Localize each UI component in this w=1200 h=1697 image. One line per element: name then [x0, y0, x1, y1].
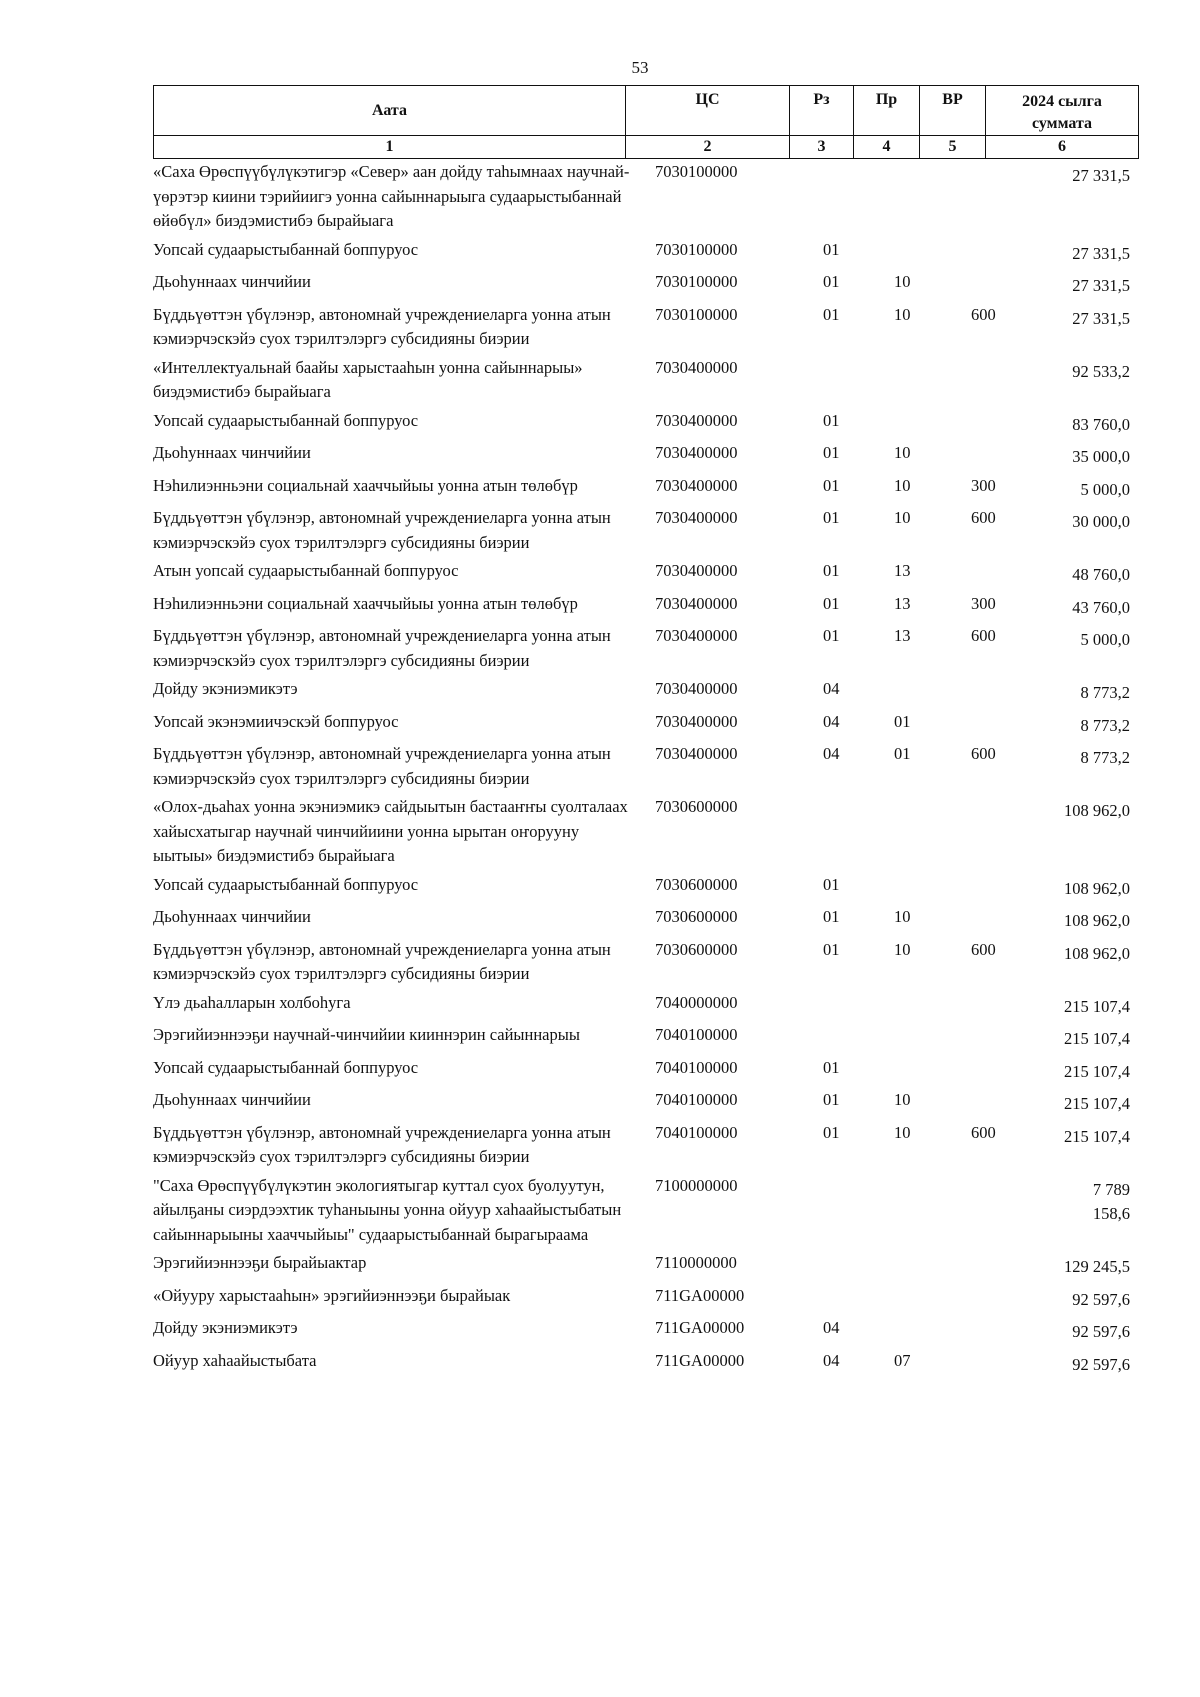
row-rz: 04	[823, 679, 840, 698]
row-vr	[959, 238, 1061, 267]
row-vr: 600	[971, 508, 996, 527]
row-name: Дьоһуннаах чинчийии	[153, 1090, 311, 1109]
table-row	[153, 160, 1138, 238]
row-vr	[959, 160, 1061, 234]
table-row	[153, 1056, 1138, 1089]
table-row	[153, 1349, 1138, 1382]
row-name: Бүддьүөттэн үбүлэнэр, автономнай учреждениеларга уонна атын кэмиэрчэскэйэ суох тэрилтэлэргэ субсидияны биэрии	[153, 626, 611, 670]
row-name: «Саха Өрөспүүбүлүкэтигэр «Север» аан дойду таһымнаах научнай-үөрэтэр киини тэрийиигэ уонна сайыннарыыга судаарыстыбаннай өйөбүл» биэдэмистибэ бырайыага	[153, 162, 630, 230]
row-code: 7030400000	[655, 711, 738, 731]
row-name: Үлэ дьаһалларын холбоһуга	[153, 992, 351, 1012]
row-pr	[888, 160, 959, 234]
table-row	[153, 441, 1138, 474]
row-code: 7100000000	[655, 1175, 738, 1195]
row-name: Уопсай экэнэмиичэскэй боппуруос	[153, 711, 399, 731]
row-name: Бүддьүөттэн үбүлэнэр, автономнай учреждениеларга уонна атын кэмиэрчэскэйэ суох тэрилтэлэргэ субсидияны биэрии	[153, 304, 611, 348]
row-code: 7030400000	[655, 561, 738, 580]
table-row	[153, 624, 1138, 677]
row-pr: 10	[894, 907, 911, 926]
row-code: 7030100000	[655, 304, 738, 324]
row-pr: 13	[894, 561, 911, 580]
row-name: Уопсай судаарыстыбаннай боппуруос	[153, 874, 419, 894]
row-vr: 600	[971, 304, 996, 324]
row-rz	[813, 991, 888, 1020]
row-pr: 13	[894, 626, 911, 645]
row-pr	[888, 677, 959, 706]
row-pr: 01	[894, 744, 911, 763]
row-pr: 07	[894, 1350, 911, 1370]
row-code: 7030400000	[655, 679, 738, 698]
table-row	[153, 303, 1138, 356]
row-sum: 108 962,0	[1064, 943, 1130, 963]
row-rz: 01	[823, 475, 840, 495]
table-row	[153, 474, 1138, 507]
table-row	[153, 559, 1138, 592]
row-code: 7030400000	[655, 410, 738, 430]
row-sum: 8 773,2	[1080, 715, 1130, 735]
column-number: 3	[790, 136, 854, 159]
row-pr: 10	[894, 443, 911, 462]
table-row	[153, 938, 1138, 991]
table-row	[153, 270, 1138, 303]
column-number: 1	[154, 136, 626, 159]
page-number: 53	[631, 58, 649, 77]
row-pr: 10	[894, 304, 911, 324]
row-rz: 01	[823, 1122, 840, 1142]
row-sum: 35 000,0	[1072, 447, 1130, 466]
row-code: 7040000000	[655, 992, 738, 1012]
budget-rows	[153, 160, 1138, 1381]
table-row	[153, 710, 1138, 743]
row-rz: 01	[823, 593, 840, 613]
row-code: 711GA00000	[655, 1350, 745, 1370]
row-sum: 215 107,4	[1064, 996, 1130, 1016]
column-number: 6	[986, 136, 1139, 159]
row-rz: 01	[823, 874, 840, 894]
row-sum: 27 331,5	[1072, 243, 1130, 263]
row-sum: 30 000,0	[1072, 512, 1130, 531]
row-vr: 300	[971, 475, 996, 495]
row-rz: 01	[823, 907, 840, 926]
row-code: 7030400000	[655, 357, 738, 377]
row-code: 7030600000	[655, 874, 738, 894]
row-vr	[959, 1251, 1061, 1280]
column-number: 4	[854, 136, 920, 159]
row-vr	[959, 677, 1061, 706]
row-code: 7040100000	[655, 1122, 738, 1142]
table-row	[153, 409, 1138, 442]
row-vr	[959, 710, 1061, 739]
row-rz: 01	[823, 272, 840, 291]
row-name: "Саха Өрөспүүбүлүкэтин экологиятыгар куттал суох буолуутун, айылҕаны сиэрдээхтик туһаныыны уонна ойуур хаһаайыстыбатын сайыннарыыны хааччыйыы" судаарыстыбаннай бырагыраама	[153, 1175, 622, 1244]
row-vr: 600	[971, 744, 996, 763]
row-vr: 300	[971, 593, 996, 613]
row-pr	[888, 1174, 959, 1248]
row-vr	[959, 1174, 1061, 1248]
row-sum: 108 962,0	[1064, 911, 1130, 930]
row-sum: 215 107,4	[1064, 1061, 1130, 1081]
row-rz	[813, 1174, 888, 1248]
row-vr	[959, 1056, 1061, 1085]
row-pr	[888, 873, 959, 902]
row-rz: 01	[823, 1090, 840, 1109]
row-sum: 27 331,5	[1072, 308, 1130, 328]
row-rz: 01	[823, 304, 840, 324]
row-pr	[888, 991, 959, 1020]
table-row	[153, 1174, 1138, 1252]
row-vr	[959, 1284, 1061, 1313]
row-pr	[888, 1056, 959, 1085]
table-row	[153, 238, 1138, 271]
row-name: Дьоһуннаах чинчийии	[153, 272, 311, 291]
row-sum: 8 773,2	[1080, 748, 1130, 767]
row-rz: 01	[823, 1057, 840, 1077]
row-name: Бүддьүөттэн үбүлэнэр, автономнай учреждениеларга уонна атын кэмиэрчэскэйэ суох тэрилтэлэргэ субсидияны биэрии	[153, 744, 611, 788]
row-vr	[959, 905, 1061, 934]
row-pr: 13	[894, 593, 911, 613]
row-pr	[888, 1251, 959, 1280]
row-sum: 5 000,0	[1080, 479, 1130, 499]
row-code: 711GA00000	[655, 1285, 745, 1305]
row-pr: 10	[894, 475, 911, 495]
table-row	[153, 677, 1138, 710]
row-vr	[959, 1088, 1061, 1117]
row-rz: 01	[823, 939, 840, 959]
row-sum: 7 789 158,6	[1092, 1179, 1130, 1223]
row-rz: 01	[823, 443, 840, 462]
row-rz: 01	[823, 508, 840, 527]
row-sum: 215 107,4	[1064, 1094, 1130, 1113]
row-pr: 01	[894, 711, 911, 731]
column-number: 2	[626, 136, 790, 159]
row-code: 7030100000	[655, 272, 738, 291]
header-sum-line2: суммата	[1031, 115, 1092, 132]
row-name: Ойуур хаһаайыстыбата	[153, 1350, 317, 1370]
row-name: Эрэгийиэннээҕи бырайыактар	[153, 1253, 367, 1272]
row-rz: 04	[823, 1350, 840, 1370]
row-name: «Олох-дьаһах уонна экэниэмикэ сайдыытын бастааҥҥы суолталаах хайысхатыгар научнай чинчийиини уонна ырытан оҥорууну ыытыы» биэдэмистибэ бырайыага	[153, 797, 628, 865]
header-pr: Пр	[854, 86, 920, 136]
row-code: 7030400000	[655, 475, 738, 495]
row-sum: 129 245,5	[1064, 1257, 1130, 1276]
row-sum: 27 331,5	[1072, 276, 1130, 295]
row-vr	[959, 1349, 1061, 1378]
row-vr	[959, 1023, 1061, 1052]
row-rz: 01	[823, 410, 840, 430]
header-code: ЦС	[626, 86, 790, 136]
row-name: Нэһилиэнньэни социальнай хааччыйыы уонна атын төлөбүр	[153, 475, 578, 495]
row-code: 7030100000	[655, 162, 738, 181]
row-name: Дойду экэниэмикэтэ	[153, 1318, 298, 1337]
row-rz: 01	[823, 561, 840, 580]
column-number: 5	[920, 136, 986, 159]
row-code: 7030400000	[655, 626, 738, 645]
row-vr	[959, 1316, 1061, 1345]
table-row	[153, 1088, 1138, 1121]
row-code: 7030400000	[655, 508, 738, 527]
row-code: 7040100000	[655, 1090, 738, 1109]
row-name: Уопсай судаарыстыбаннай боппуруос	[153, 239, 419, 259]
row-pr	[888, 795, 959, 869]
row-name: Дьоһуннаах чинчийии	[153, 907, 311, 926]
row-pr	[888, 409, 959, 438]
table-row	[153, 592, 1138, 625]
table-row	[153, 742, 1138, 795]
row-rz	[813, 160, 888, 234]
row-code: 7040100000	[655, 1025, 738, 1044]
row-rz	[813, 1023, 888, 1052]
row-pr: 10	[894, 1090, 911, 1109]
row-pr	[888, 356, 959, 405]
row-rz: 01	[823, 626, 840, 645]
row-sum: 8 773,2	[1080, 683, 1130, 702]
header-vr: ВР	[920, 86, 986, 136]
row-rz	[813, 1284, 888, 1313]
row-code: 7040100000	[655, 1057, 738, 1077]
table-row	[153, 1251, 1138, 1284]
row-code: 7030100000	[655, 239, 738, 259]
row-code: 7030600000	[655, 797, 738, 816]
row-vr: 600	[971, 626, 996, 645]
row-vr	[959, 991, 1061, 1020]
row-name: Бүддьүөттэн үбүлэнэр, автономнай учреждениеларга уонна атын кэмиэрчэскэйэ суох тэрилтэлэргэ субсидияны биэрии	[153, 939, 611, 983]
row-pr: 10	[894, 508, 911, 527]
row-rz: 04	[823, 744, 840, 763]
row-code: 7030400000	[655, 443, 738, 462]
row-sum: 83 760,0	[1072, 414, 1130, 434]
row-code: 711GA00000	[655, 1318, 745, 1337]
row-pr: 10	[894, 939, 911, 959]
row-pr	[888, 1316, 959, 1345]
row-code: 7030400000	[655, 593, 738, 613]
row-sum: 92 597,6	[1072, 1322, 1130, 1341]
row-pr	[888, 238, 959, 267]
row-rz: 04	[823, 711, 840, 731]
row-code: 7030400000	[655, 744, 738, 763]
row-name: Бүддьүөттэн үбүлэнэр, автономнай учреждениеларга уонна атын кэмиэрчэскэйэ суох тэрилтэлэргэ субсидияны биэрии	[153, 508, 611, 552]
row-code: 7110000000	[655, 1253, 737, 1272]
table-row	[153, 873, 1138, 906]
row-vr	[959, 270, 1061, 299]
table-header	[153, 85, 1139, 159]
row-name: Атын уопсай судаарыстыбаннай боппуруос	[153, 561, 459, 580]
row-sum: 108 962,0	[1064, 878, 1130, 898]
row-name: Нэһилиэнньэни социальнай хааччыйыы уонна атын төлөбүр	[153, 593, 578, 613]
row-sum: 215 107,4	[1064, 1029, 1130, 1048]
row-sum: 92 533,2	[1072, 361, 1130, 381]
table-row	[153, 1121, 1138, 1174]
table-row	[153, 795, 1138, 873]
header-rz: Рз	[790, 86, 854, 136]
table-row	[153, 356, 1138, 409]
row-vr	[959, 409, 1061, 438]
row-sum: 215 107,4	[1064, 1126, 1130, 1146]
row-pr: 10	[894, 1122, 911, 1142]
row-rz	[813, 1251, 888, 1280]
row-sum: 5 000,0	[1080, 630, 1130, 649]
table-row	[153, 1023, 1138, 1056]
row-name: Дойду экэниэмикэтэ	[153, 679, 298, 698]
row-sum: 43 760,0	[1072, 597, 1130, 617]
header-sum-line1: 2024 сылга	[1022, 93, 1102, 110]
row-sum: 48 760,0	[1072, 565, 1130, 584]
row-sum: 27 331,5	[1072, 166, 1130, 185]
row-vr	[959, 356, 1061, 405]
row-sum: 92 597,6	[1072, 1354, 1130, 1374]
row-vr	[959, 559, 1061, 588]
row-name: Дьоһуннаах чинчийии	[153, 443, 311, 462]
row-sum: 108 962,0	[1064, 801, 1130, 820]
row-pr: 10	[894, 272, 911, 291]
row-name: Уопсай судаарыстыбаннай боппуруос	[153, 410, 419, 430]
table-row	[153, 905, 1138, 938]
table-row	[153, 506, 1138, 559]
row-pr	[888, 1023, 959, 1052]
row-rz: 04	[823, 1318, 840, 1337]
row-code: 7030600000	[655, 907, 738, 926]
table-row	[153, 1316, 1138, 1349]
row-vr	[959, 441, 1061, 470]
row-sum: 92 597,6	[1072, 1289, 1130, 1309]
row-pr	[888, 1284, 959, 1313]
row-vr	[959, 795, 1061, 869]
row-name: «Интеллектуальнай баайы харыстааһын уонна сайыннарыы» биэдэмистибэ бырайыага	[153, 357, 583, 401]
row-name: «Ойууру харыстааһын» эрэгийиэннээҕи бырайыак	[153, 1285, 511, 1305]
row-name: Уопсай судаарыстыбаннай боппуруос	[153, 1057, 419, 1077]
row-name: Бүддьүөттэн үбүлэнэр, автономнай учреждениеларга уонна атын кэмиэрчэскэйэ суох тэрилтэлэргэ субсидияны биэрии	[153, 1122, 611, 1166]
row-rz	[813, 356, 888, 405]
table-row	[153, 991, 1138, 1024]
table-row	[153, 1284, 1138, 1317]
header-name: Аата	[154, 86, 626, 136]
row-vr: 600	[971, 1122, 996, 1142]
row-rz: 01	[823, 239, 840, 259]
row-name: Эрэгийиэннээҕи научнай-чинчийии кииннэрин сайыннарыы	[153, 1025, 580, 1044]
row-vr	[959, 873, 1061, 902]
row-code: 7030600000	[655, 939, 738, 959]
header-sum	[986, 86, 1139, 136]
row-rz	[813, 795, 888, 869]
row-vr: 600	[971, 939, 996, 959]
